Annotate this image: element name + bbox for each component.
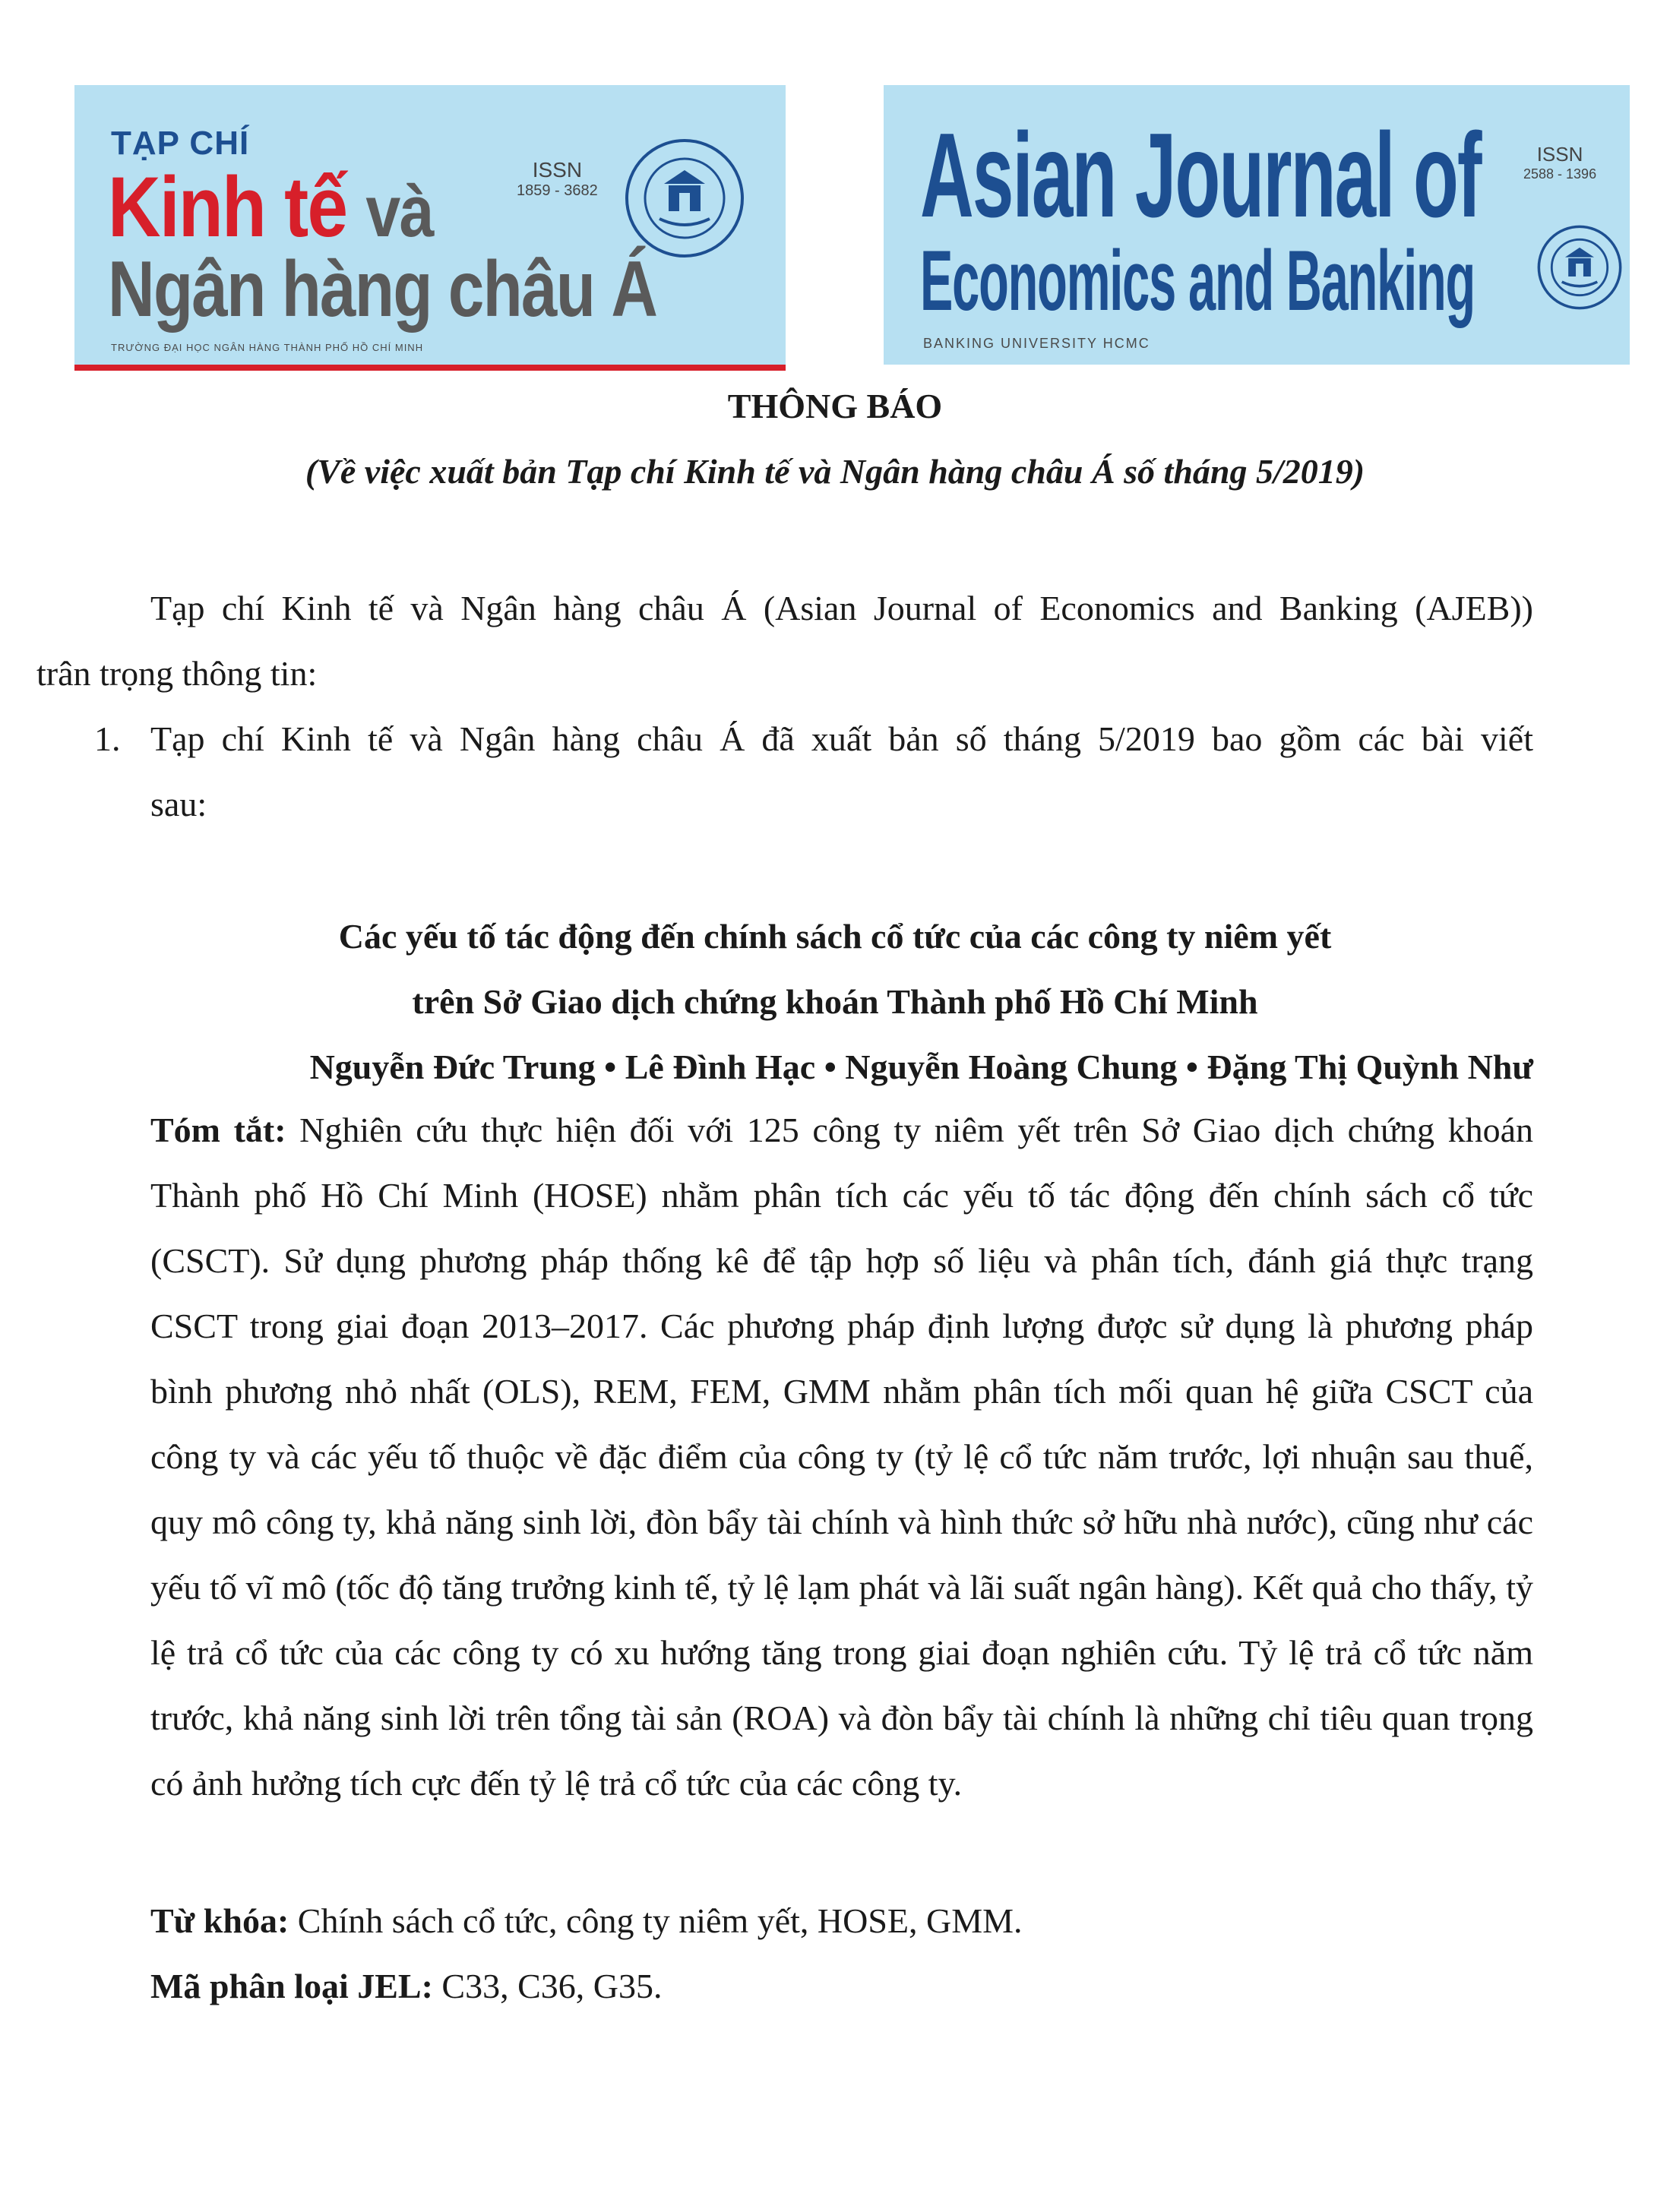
issn-block xyxy=(517,158,598,200)
abstract-label: Tóm tắt: xyxy=(150,1111,286,1149)
journal-banner-english xyxy=(884,85,1630,365)
university-seal-icon xyxy=(620,134,749,263)
article-authors: Nguyễn Đức Trung • Lê Đình Hạc • Nguyễn Hoàng Chung • Đặng Thị Quỳnh Như xyxy=(309,1048,1533,1086)
banner-title-line2: Ngân hàng châu Á xyxy=(108,245,657,333)
keywords-label: Từ khóa: xyxy=(150,1901,289,1940)
banner-title-line1 xyxy=(108,158,433,256)
article-abstract xyxy=(150,1098,1533,1816)
banner-small-label: TẠP CHÍ xyxy=(111,125,250,162)
abstract-text: Nghiên cứu thực hiện đối với 125 công ty niêm yết trên Sở Giao dịch chứng khoán Thành phố Hồ Chí Minh (HOSE) nhằm phân tích các yếu tố tác động đến chính sách cổ tức (CSCT). Sử dụng phương pháp thống kê để tập hợp số liệu và phân tích, đánh giá thực trạng CSCT trong giai đoạn 2013–2017. Các phương pháp định lượng được sử dụng là phương pháp bình phương nhỏ nhất (OLS), REM, FEM, GMM nhằm phân tích mối quan hệ giữa CSCT của công ty và các yếu tố thuộc về đặc điểm của công ty (tỷ lệ cổ tức năm trước, lợi nhuận sau thuế, quy mô công ty, khả năng sinh lời, đòn bẩy tài chính và hình thức sở hữu nhà nước), cũng như các yếu tố vĩ mô (tốc độ tăng trưởng kinh tế, tỷ lệ lạm phát và lãi suất ngân hàng). Kết quả cho thấy, tỷ lệ trả cổ tức của các công ty có xu hướng tăng trong giai đoạn nghiên cứu. Tỷ lệ trả cổ tức năm trước, khả năng sinh lời trên tổng tài sản (ROA) và đòn bẩy tài chính là những chỉ tiêu quan trọng có ảnh hưởng tích cực đến tỷ lệ trả cổ tức của các công ty. xyxy=(150,1111,1533,1803)
banner-footer: BANKING UNIVERSITY HCMC xyxy=(923,336,1150,351)
article-title-line1: Các yếu tố tác động đến chính sách cổ tức của các công ty niêm yết xyxy=(338,917,1332,956)
issn-label: ISSN xyxy=(532,158,583,182)
university-seal-icon xyxy=(1534,222,1625,313)
issn-label: ISSN xyxy=(1536,143,1583,166)
banner-title-line1-tail: và xyxy=(365,171,433,252)
issn-number: 1859 - 3682 xyxy=(517,182,598,199)
keywords-text: Chính sách cổ tức, công ty niêm yết, HOSE, GMM. xyxy=(297,1901,1023,1940)
list-item-text-line1: Tạp chí Kinh tế và Ngân hàng châu Á đã xuất bản số tháng 5/2019 bao gồm các bài viết xyxy=(150,719,1533,758)
announcement-subtitle: (Về việc xuất bản Tạp chí Kinh tế và Ngân hàng châu Á số tháng 5/2019) xyxy=(305,452,1365,491)
banner-title-line1-main: Kinh tế xyxy=(108,160,347,254)
jel-label: Mã phân loại JEL: xyxy=(150,1967,433,2005)
article-keywords xyxy=(150,1888,1023,1954)
article-title-line2: trên Sở Giao dịch chứng khoán Thành phố Hồ Chí Minh xyxy=(412,982,1258,1021)
banner-footer: TRƯỜNG ĐẠI HỌC NGÂN HÀNG THÀNH PHỐ HỒ CHÍ MINH xyxy=(111,342,424,353)
list-item-text-line2: sau: xyxy=(150,785,207,823)
issn-number: 2588 - 1396 xyxy=(1523,166,1597,182)
announcement-title: THÔNG BÁO xyxy=(727,387,943,425)
issn-block xyxy=(1523,143,1596,182)
banner-title-line2: Economics and Banking xyxy=(920,233,1475,328)
list-item-number: 1. xyxy=(94,719,121,758)
banner-title-line1: Asian Journal of xyxy=(920,109,1481,242)
intro-paragraph-line2: trân trọng thông tin: xyxy=(36,654,318,693)
article-jel-codes xyxy=(150,1954,663,2019)
jel-text: C33, C36, G35. xyxy=(441,1967,663,2005)
intro-paragraph-line1: Tạp chí Kinh tế và Ngân hàng châu Á (Asian Journal of Economics and Banking (AJEB)) xyxy=(150,589,1533,627)
journal-banner-vietnamese xyxy=(74,85,786,371)
